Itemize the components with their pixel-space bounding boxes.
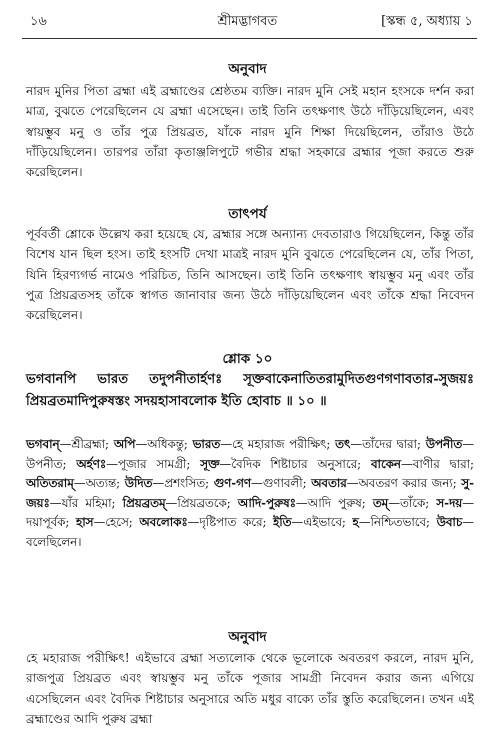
synonym-dash: — bbox=[135, 437, 148, 451]
synonym-meaning: আদি পুরুষ; bbox=[307, 495, 373, 510]
synonym-dash: — bbox=[220, 437, 232, 451]
synonym-word: আদি-পুরুষঃ bbox=[237, 495, 296, 510]
synonym-word: অবলোকঃ bbox=[139, 515, 188, 529]
synonym-dash: — bbox=[462, 437, 475, 451]
synonym-meaning: প্রশংসিত; bbox=[164, 476, 214, 490]
synonym-dash: — bbox=[400, 456, 413, 471]
synonym-meaning: অত্যন্ত; bbox=[85, 476, 125, 490]
synonym-dash: — bbox=[106, 456, 118, 471]
synonym-meaning: হে মহারাজ পরীক্ষিৎ; bbox=[231, 437, 336, 451]
synonym-meaning: বলেছিলেন। bbox=[26, 534, 82, 549]
synonym-word: ইতি bbox=[273, 515, 292, 529]
synonym-dash: — bbox=[93, 515, 106, 529]
synonym-meaning: উপনীত; bbox=[26, 456, 77, 471]
synonym-dash: — bbox=[462, 495, 475, 510]
synonym-meaning: হেসে; bbox=[105, 515, 140, 529]
header-rule bbox=[22, 38, 477, 39]
synonym-word: সু-জয়ঃ bbox=[26, 476, 474, 510]
synonym-dash: — bbox=[358, 515, 371, 529]
synonym-dash: — bbox=[73, 476, 86, 490]
synonym-meaning: পূজার সামগ্রী; bbox=[117, 456, 201, 471]
translation-paragraph: নারদ মুনির পিতা ব্রহ্মা এই ব্রহ্মাণ্ডের শ্রেষ্ঠতম ব্যক্তি। নারদ মুনি সেই মহান হংসকে দর্শন করা মাত্র, বুঝতে পেরেছিলেন যে ব্রহ্মা এসেছেন। তাই তিনি তৎক্ষণাৎ উঠে দাঁড়িয়েছিলেন, এবং স্বায়ম্ভুব মনু ও তাঁর পুত্র প্রিয়ব্রত, যাঁকে নারদ মুনি শিক্ষা দিয়েছিলেন, তাঁরাও উঠে দাঁড়িয়েছিলেন। তারপর তাঁরা কৃতাঞ্জলিপুটে গভীর শ্রদ্ধা সহকারে ব্রহ্মার পূজা করতে শুরু করেছিলেন। bbox=[26, 84, 474, 180]
chapter-reference: [স্কন্ধ ৫, অধ্যায় ১ bbox=[381, 14, 473, 29]
synonym-meaning: শ্রীব্রহ্মা; bbox=[71, 437, 114, 451]
synonym-dash: — bbox=[187, 515, 200, 529]
synonym-word: প্রিয়ব্রতম্ bbox=[122, 495, 166, 510]
purport-heading: তাৎপর্য bbox=[228, 206, 267, 222]
purport-paragraph: পূর্ববর্তী শ্লোকে উল্লেখ করা হয়েছে যে, ব্রহ্মার সঙ্গে অন্যান্য দেবতারাও গিয়েছিলেন, কিন্তু তাঁর বিশেষ যান ছিল হংস। তাই হংসটি দেখা মাত্রই নারদ মুনি বুঝতে পেরেছিলেন যে, তাঁর পিতা, যিনি হিরণ্যগর্ভ নামেও পরিচিত, তিনি আসছেন। তাই তিনি তৎক্ষণাৎ স্বায়ম্ভুব মনু এবং তাঁর পুত্র প্রিয়ব্রতসহ তাঁকে স্বাগত জানাবার জন্য উঠে দাঁড়িয়েছিলেন এবং তাঁকে শ্রদ্ধা নিবেদন করেছিলেন। bbox=[26, 227, 474, 323]
synonym-word: বাকেন bbox=[370, 456, 401, 471]
synonym-word: উপনীত bbox=[425, 437, 463, 451]
page-header bbox=[0, 12, 495, 34]
synonym-meaning: অধিকন্তু; bbox=[147, 437, 193, 451]
synonym-dash: — bbox=[251, 476, 263, 490]
synonym-dash: — bbox=[462, 515, 475, 529]
synonym-meaning: অবতরণ করার জন্য; bbox=[358, 476, 462, 490]
synonym-word: অর্হণঃ bbox=[76, 456, 107, 471]
verse-heading: শ্লোক ১০ bbox=[222, 351, 273, 367]
word-for-word-synonyms bbox=[26, 435, 474, 552]
translation-paragraph-2: হে মহারাজ পরীক্ষিৎ! এইভাবে ব্রহ্মা সত্যলোক থেকে ভূলোকে অবতরণ করলে, নারদ মুনি, রাজপুত্র প্রিয়ব্রত এবং স্বায়ম্ভুব মনু তাঁকে পূজার সামগ্রী নিবেদন করার জন্য এগিয়ে এসেছিলেন এবং বৈদিক শিষ্টাচার অনুসারে অতি মধুর বাক্যে তাঁর স্তুতি করেছিলেন। তখন এই ব্রহ্মাণ্ডের আদি পুরুষ ব্রহ্মা bbox=[26, 651, 474, 726]
synonym-word: উদিত bbox=[124, 476, 153, 490]
synonym-dash: — bbox=[388, 495, 401, 510]
synonym-dash: — bbox=[346, 476, 359, 490]
synonym-dash: — bbox=[152, 476, 165, 490]
synonym-dash: — bbox=[295, 495, 308, 510]
synonym-word: ভগবান্ bbox=[26, 437, 60, 451]
synonym-word: তৎ bbox=[335, 437, 351, 451]
synonym-meaning: নিশ্চিতভাবে; bbox=[370, 515, 437, 529]
synonym-dash: — bbox=[291, 515, 304, 529]
synonym-word: স-দয় bbox=[436, 495, 463, 510]
synonym-dash: — bbox=[49, 495, 62, 510]
book-title: শ্রীমদ্ভাগবত bbox=[217, 14, 278, 29]
synonym-word: উবাচ bbox=[436, 515, 463, 529]
synonym-word: সূক্ত bbox=[200, 456, 220, 471]
synonym-meaning: দয়াপূর্বক; bbox=[26, 515, 77, 529]
synonym-word: অতিতরাম্ bbox=[26, 476, 74, 490]
page-number: ১৬ bbox=[30, 14, 47, 29]
synonym-word: ভারত bbox=[192, 437, 221, 451]
synonym-dash: — bbox=[165, 495, 178, 510]
translation-heading: অনুবাদ bbox=[228, 61, 267, 77]
synonym-word: অবতার bbox=[311, 476, 347, 490]
synonym-word: গুণ-গণ bbox=[213, 476, 252, 490]
synonym-word: হাস bbox=[76, 515, 94, 529]
synonym-dash: — bbox=[219, 456, 232, 471]
synonym-meaning: প্রিয়ব্রতকে; bbox=[177, 495, 238, 510]
verse-text: ভগবানপি ভারত তদুপনীতার্হণঃ সূক্তবাকেনাতিতরামুদিতগুণগণাবতার-সুজয়ঃ প্রিয়ব্রতমাদিপুরুষস্তং সদয়হাসাবলোক ইতি হোবাচ ॥ ১০ ॥ bbox=[26, 372, 474, 409]
synonym-meaning: এইভাবে; bbox=[303, 515, 353, 529]
synonym-meaning: বাণীর দ্বারা; bbox=[412, 456, 474, 471]
synonym-dash: — bbox=[350, 437, 363, 451]
translation-heading-2: অনুবাদ bbox=[228, 629, 267, 645]
synonym-meaning: বৈদিক শিষ্টাচার অনুসারে; bbox=[231, 456, 371, 471]
synonym-meaning: দৃষ্টিপাত করে; bbox=[199, 515, 274, 529]
synonym-word: অপি bbox=[113, 437, 136, 451]
synonym-meaning: তাঁদের দ্বারা; bbox=[362, 437, 426, 451]
synonym-meaning: যাঁর মহিমা; bbox=[61, 495, 123, 510]
synonym-dash: — bbox=[59, 437, 72, 451]
synonym-meaning: গুণাবলী; bbox=[262, 476, 312, 490]
synonym-meaning: তাঁকে; bbox=[400, 495, 437, 510]
synonym-word: তম্ bbox=[372, 495, 389, 510]
synonym-word: হ bbox=[352, 515, 359, 529]
